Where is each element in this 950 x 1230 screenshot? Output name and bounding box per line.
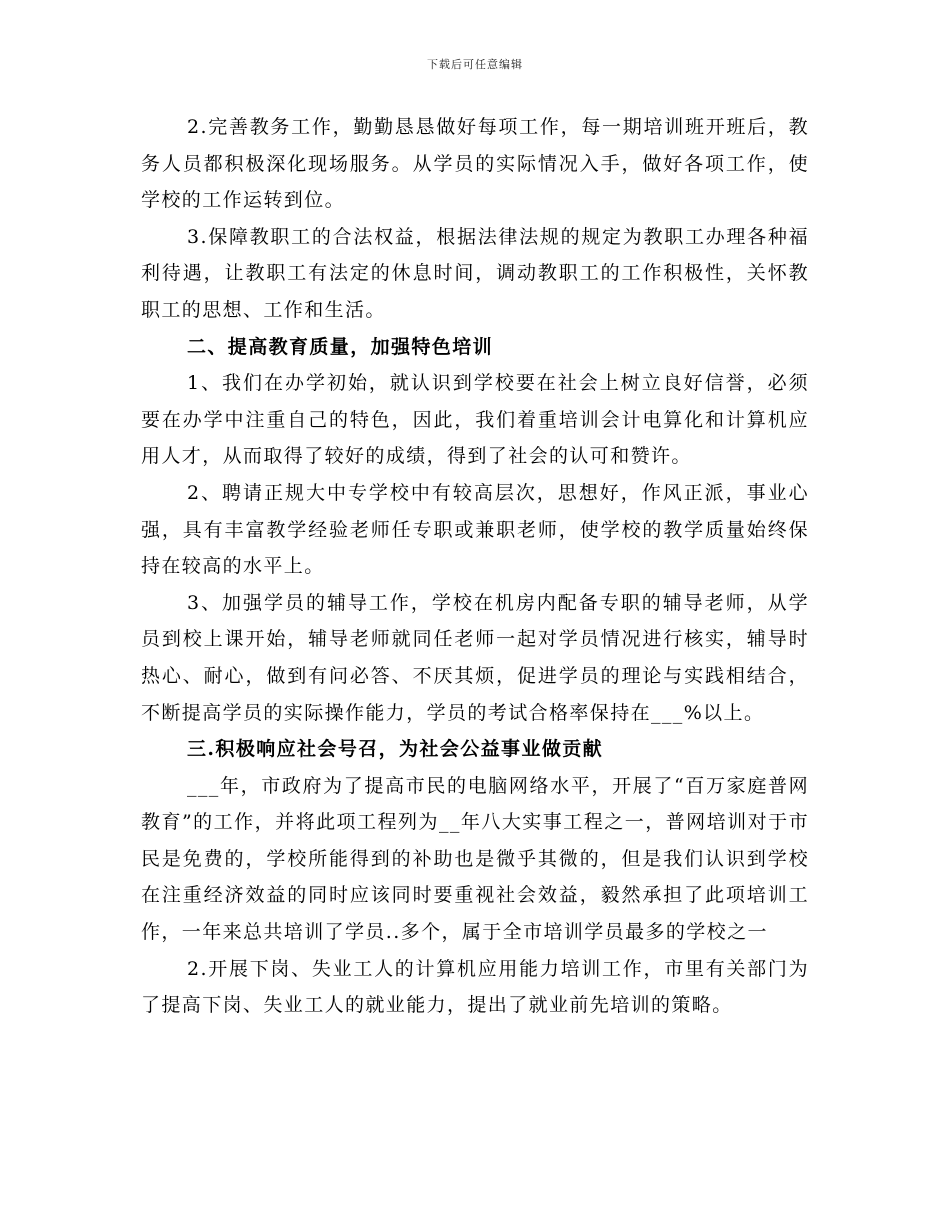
- document-body: [141, 109, 809, 1024]
- paragraph-tutoring: 3、加强学员的辅导工作，学校在机房内配备专职的辅导老师，从学员到校上课开始，辅导老师就同任老师一起对学员情况进行核实，辅导时热心、耐心，做到有问必答、不厌其烦，促进学员的理论与实践相结合，不断提高学员的实际操作能力，学员的考试合格率保持在___%以上。: [141, 591, 809, 724]
- paragraph-features: 1、我们在办学初始，就认识到学校要在社会上树立良好信誉，必须要在办学中注重自己的特色，因此，我们着重培训会计电算化和计算机应用人才，从而取得了较好的成绩，得到了社会的认可和赞许。: [141, 372, 809, 468]
- section-heading-quality: 二、提高教育质量，加强特色培训: [187, 335, 494, 358]
- section-heading-public-welfare: 三.积极响应社会号召，为社会公益事业做贡献: [187, 738, 604, 761]
- paragraph-network-education: ___年，市政府为了提高市民的电脑网络水平，开展了“百万家庭普网教育”的工作，并将此项工程列为__年八大实事工程之一，普网培训对于市民是免费的，学校所能得到的补助也是微乎其微的，但是我们认识到学校在注重经济效益的同时应该同时要重视社会效益，毅然承担了此项培训工作，一年来总共培训了学员..多个，属于全市培训学员最多的学校之一: [141, 774, 809, 944]
- paragraph-academic-affairs: 2.完善教务工作，勤勤恳恳做好每项工作，每一期培训班开班后，教务人员都积极深化现场服务。从学员的实际情况入手，做好各项工作，使学校的工作运转到位。: [141, 116, 809, 212]
- page-header-note: 下载后可任意编辑: [427, 58, 523, 71]
- paragraph-staff-rights: 3.保障教职工的合法权益，根据法律法规的规定为教职工办理各种福利待遇，让教职工有法定的休息时间，调动教职工的工作积极性，关怀教职工的思想、工作和生活。: [141, 225, 809, 321]
- paragraph-teachers: 2、聘请正规大中专学校中有较高层次，思想好，作风正派，事业心强，具有丰富教学经验老师任专职或兼职老师，使学校的教学质量始终保持在较高的水平上。: [141, 481, 809, 578]
- paragraph-reemployment: 2.开展下岗、失业工人的计算机应用能力培训工作，市里有关部门为了提高下岗、失业工人的就业能力，提出了就业前先培训的策略。: [141, 957, 809, 1017]
